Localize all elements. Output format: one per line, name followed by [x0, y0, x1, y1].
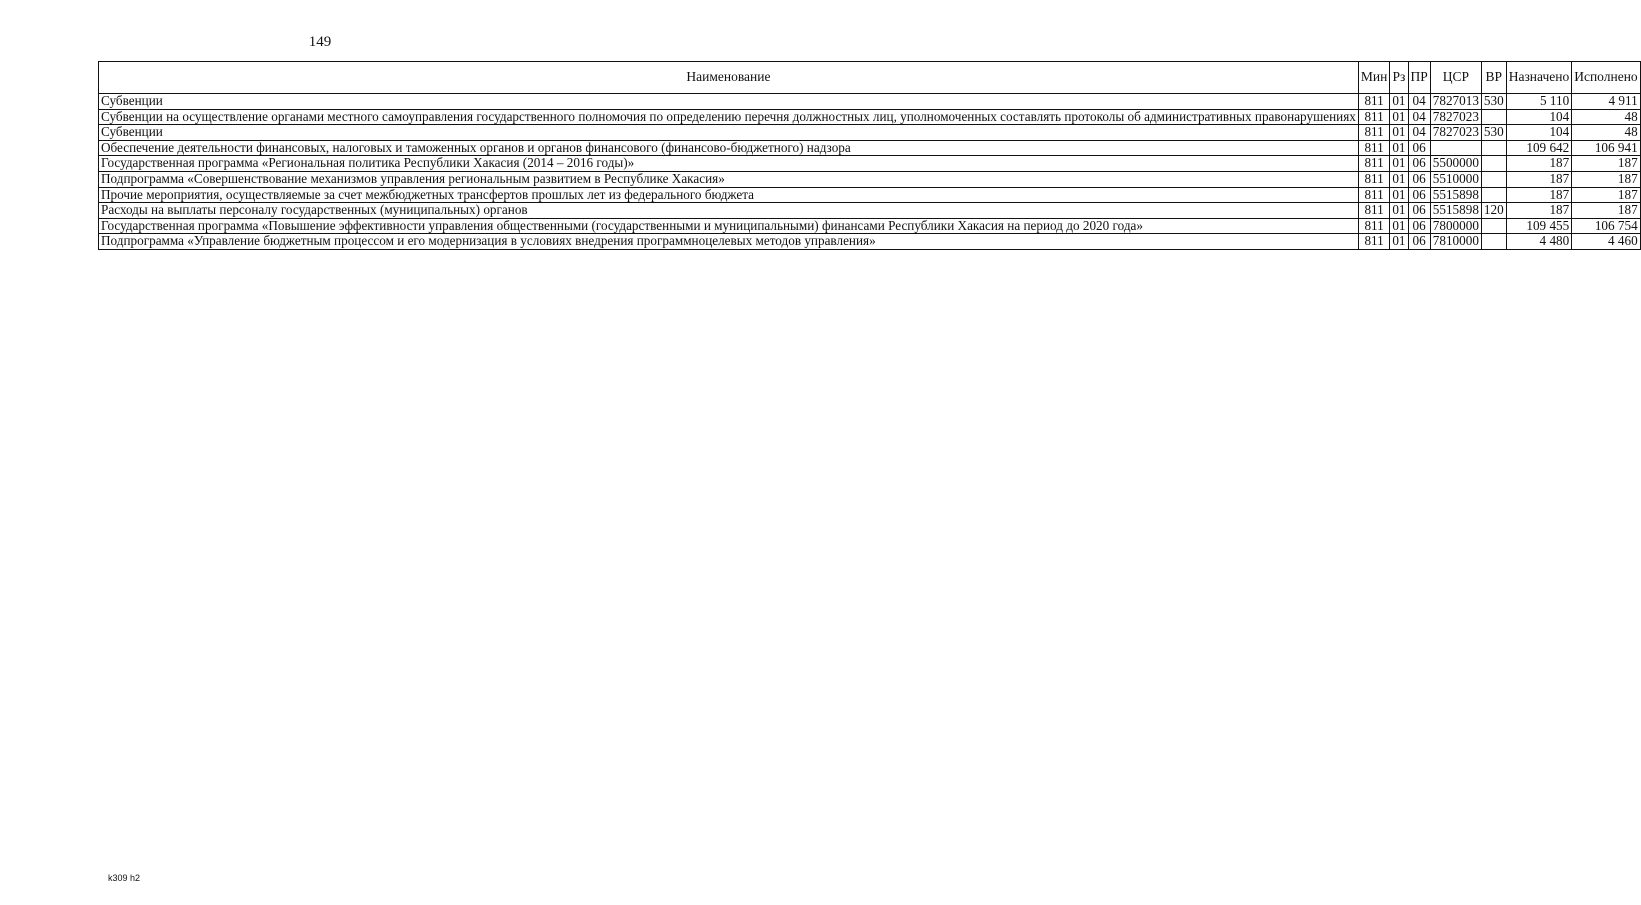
table-row: [99, 218, 1641, 234]
row-min: 811: [1358, 171, 1389, 187]
row-min: 811: [1358, 203, 1389, 219]
row-vr: 530: [1481, 94, 1506, 110]
row-min: 811: [1358, 234, 1389, 250]
row-rz: 01: [1390, 109, 1408, 125]
row-rz: 01: [1390, 203, 1408, 219]
row-pr: 06: [1408, 218, 1430, 234]
row-name: Государственная программа «Региональная политика Республики Хакасия (2014 – 2016 годы)»: [99, 156, 1359, 172]
row-vr: [1481, 187, 1506, 203]
row-pr: 06: [1408, 203, 1430, 219]
row-csr: 7827023: [1430, 125, 1481, 141]
row-name: Расходы на выплаты персоналу государственных (муниципальных) органов: [99, 203, 1359, 219]
row-rz: 01: [1390, 218, 1408, 234]
row-assigned: 109 455: [1506, 218, 1572, 234]
row-csr: [1430, 140, 1481, 156]
row-rz: 01: [1390, 187, 1408, 203]
header-csr: ЦСР: [1430, 62, 1481, 94]
row-rz: 01: [1390, 125, 1408, 141]
row-vr: [1481, 140, 1506, 156]
row-pr: 06: [1408, 171, 1430, 187]
table-row: [99, 140, 1641, 156]
row-pr: 04: [1408, 109, 1430, 125]
row-executed: 106 754: [1572, 218, 1640, 234]
row-min: 811: [1358, 140, 1389, 156]
row-csr: 7827013: [1430, 94, 1481, 110]
row-pr: 04: [1408, 94, 1430, 110]
row-vr: [1481, 156, 1506, 172]
row-csr: 7827023: [1430, 109, 1481, 125]
row-assigned: 109 642: [1506, 140, 1572, 156]
row-csr: 5510000: [1430, 171, 1481, 187]
row-executed: 187: [1572, 171, 1640, 187]
table-header-row: [99, 62, 1641, 94]
row-rz: 01: [1390, 140, 1408, 156]
row-min: 811: [1358, 187, 1389, 203]
row-min: 811: [1358, 94, 1389, 110]
row-executed: 187: [1572, 187, 1640, 203]
row-name: Субвенции: [99, 125, 1359, 141]
row-vr: 530: [1481, 125, 1506, 141]
header-vr: ВР: [1481, 62, 1506, 94]
table-row: [99, 187, 1641, 203]
table-row: [99, 234, 1641, 250]
row-rz: 01: [1390, 234, 1408, 250]
row-name: Прочие мероприятия, осуществляемые за счет межбюджетных трансфертов прошлых лет из федерального бюджета: [99, 187, 1359, 203]
table-row: [99, 171, 1641, 187]
row-name: Государственная программа «Повышение эффективности управления общественными (государственными и муниципальными) финансами Республики Хакасия на период до 2020 года»: [99, 218, 1359, 234]
row-vr: 120: [1481, 203, 1506, 219]
row-assigned: 187: [1506, 171, 1572, 187]
row-min: 811: [1358, 109, 1389, 125]
row-csr: 5515898: [1430, 187, 1481, 203]
row-pr: 04: [1408, 125, 1430, 141]
row-vr: [1481, 109, 1506, 125]
row-min: 811: [1358, 125, 1389, 141]
table-body: [99, 94, 1641, 250]
row-executed: 48: [1572, 109, 1640, 125]
row-executed: 187: [1572, 203, 1640, 219]
row-pr: 06: [1408, 156, 1430, 172]
header-executed: Исполнено: [1572, 62, 1640, 94]
row-csr: 7810000: [1430, 234, 1481, 250]
row-name: Обеспечение деятельности финансовых, налоговых и таможенных органов и органов финансового (финансово-бюджетного) надзора: [99, 140, 1359, 156]
row-assigned: 4 480: [1506, 234, 1572, 250]
budget-table: [98, 61, 1641, 250]
row-name: Субвенции на осуществление органами местного самоуправления государственного полномочия по определению перечня должностных лиц, уполномоченных составлять протоколы об административных правонарушениях: [99, 109, 1359, 125]
row-rz: 01: [1390, 94, 1408, 110]
header-name: Наименование: [99, 62, 1359, 94]
row-csr: 7800000: [1430, 218, 1481, 234]
row-csr: 5500000: [1430, 156, 1481, 172]
header-min: Мин: [1358, 62, 1389, 94]
row-executed: 106 941: [1572, 140, 1640, 156]
row-executed: 4 911: [1572, 94, 1640, 110]
table-row: [99, 125, 1641, 141]
table-row: [99, 203, 1641, 219]
row-assigned: 104: [1506, 125, 1572, 141]
page-number: 149: [308, 34, 332, 50]
row-assigned: 5 110: [1506, 94, 1572, 110]
row-rz: 01: [1390, 156, 1408, 172]
footer-code: k309 h2: [108, 873, 141, 883]
row-vr: [1481, 218, 1506, 234]
row-assigned: 187: [1506, 203, 1572, 219]
row-executed: 4 460: [1572, 234, 1640, 250]
header-assigned: Назначено: [1506, 62, 1572, 94]
row-csr: 5515898: [1430, 203, 1481, 219]
table-row: [99, 94, 1641, 110]
table-row: [99, 109, 1641, 125]
row-assigned: 187: [1506, 187, 1572, 203]
row-pr: 06: [1408, 140, 1430, 156]
row-name: Подпрограмма «Совершенствование механизмов управления региональным развитием в Республике Хакасия»: [99, 171, 1359, 187]
header-rz: Рз: [1390, 62, 1408, 94]
table-row: [99, 156, 1641, 172]
row-min: 811: [1358, 156, 1389, 172]
row-executed: 187: [1572, 156, 1640, 172]
row-vr: [1481, 234, 1506, 250]
row-pr: 06: [1408, 234, 1430, 250]
row-name: Субвенции: [99, 94, 1359, 110]
row-vr: [1481, 171, 1506, 187]
row-pr: 06: [1408, 187, 1430, 203]
row-executed: 48: [1572, 125, 1640, 141]
row-rz: 01: [1390, 171, 1408, 187]
row-assigned: 187: [1506, 156, 1572, 172]
row-name: Подпрограмма «Управление бюджетным процессом и его модернизация в условиях внедрения программноцелевых методов управления»: [99, 234, 1359, 250]
row-assigned: 104: [1506, 109, 1572, 125]
row-min: 811: [1358, 218, 1389, 234]
header-pr: ПР: [1408, 62, 1430, 94]
